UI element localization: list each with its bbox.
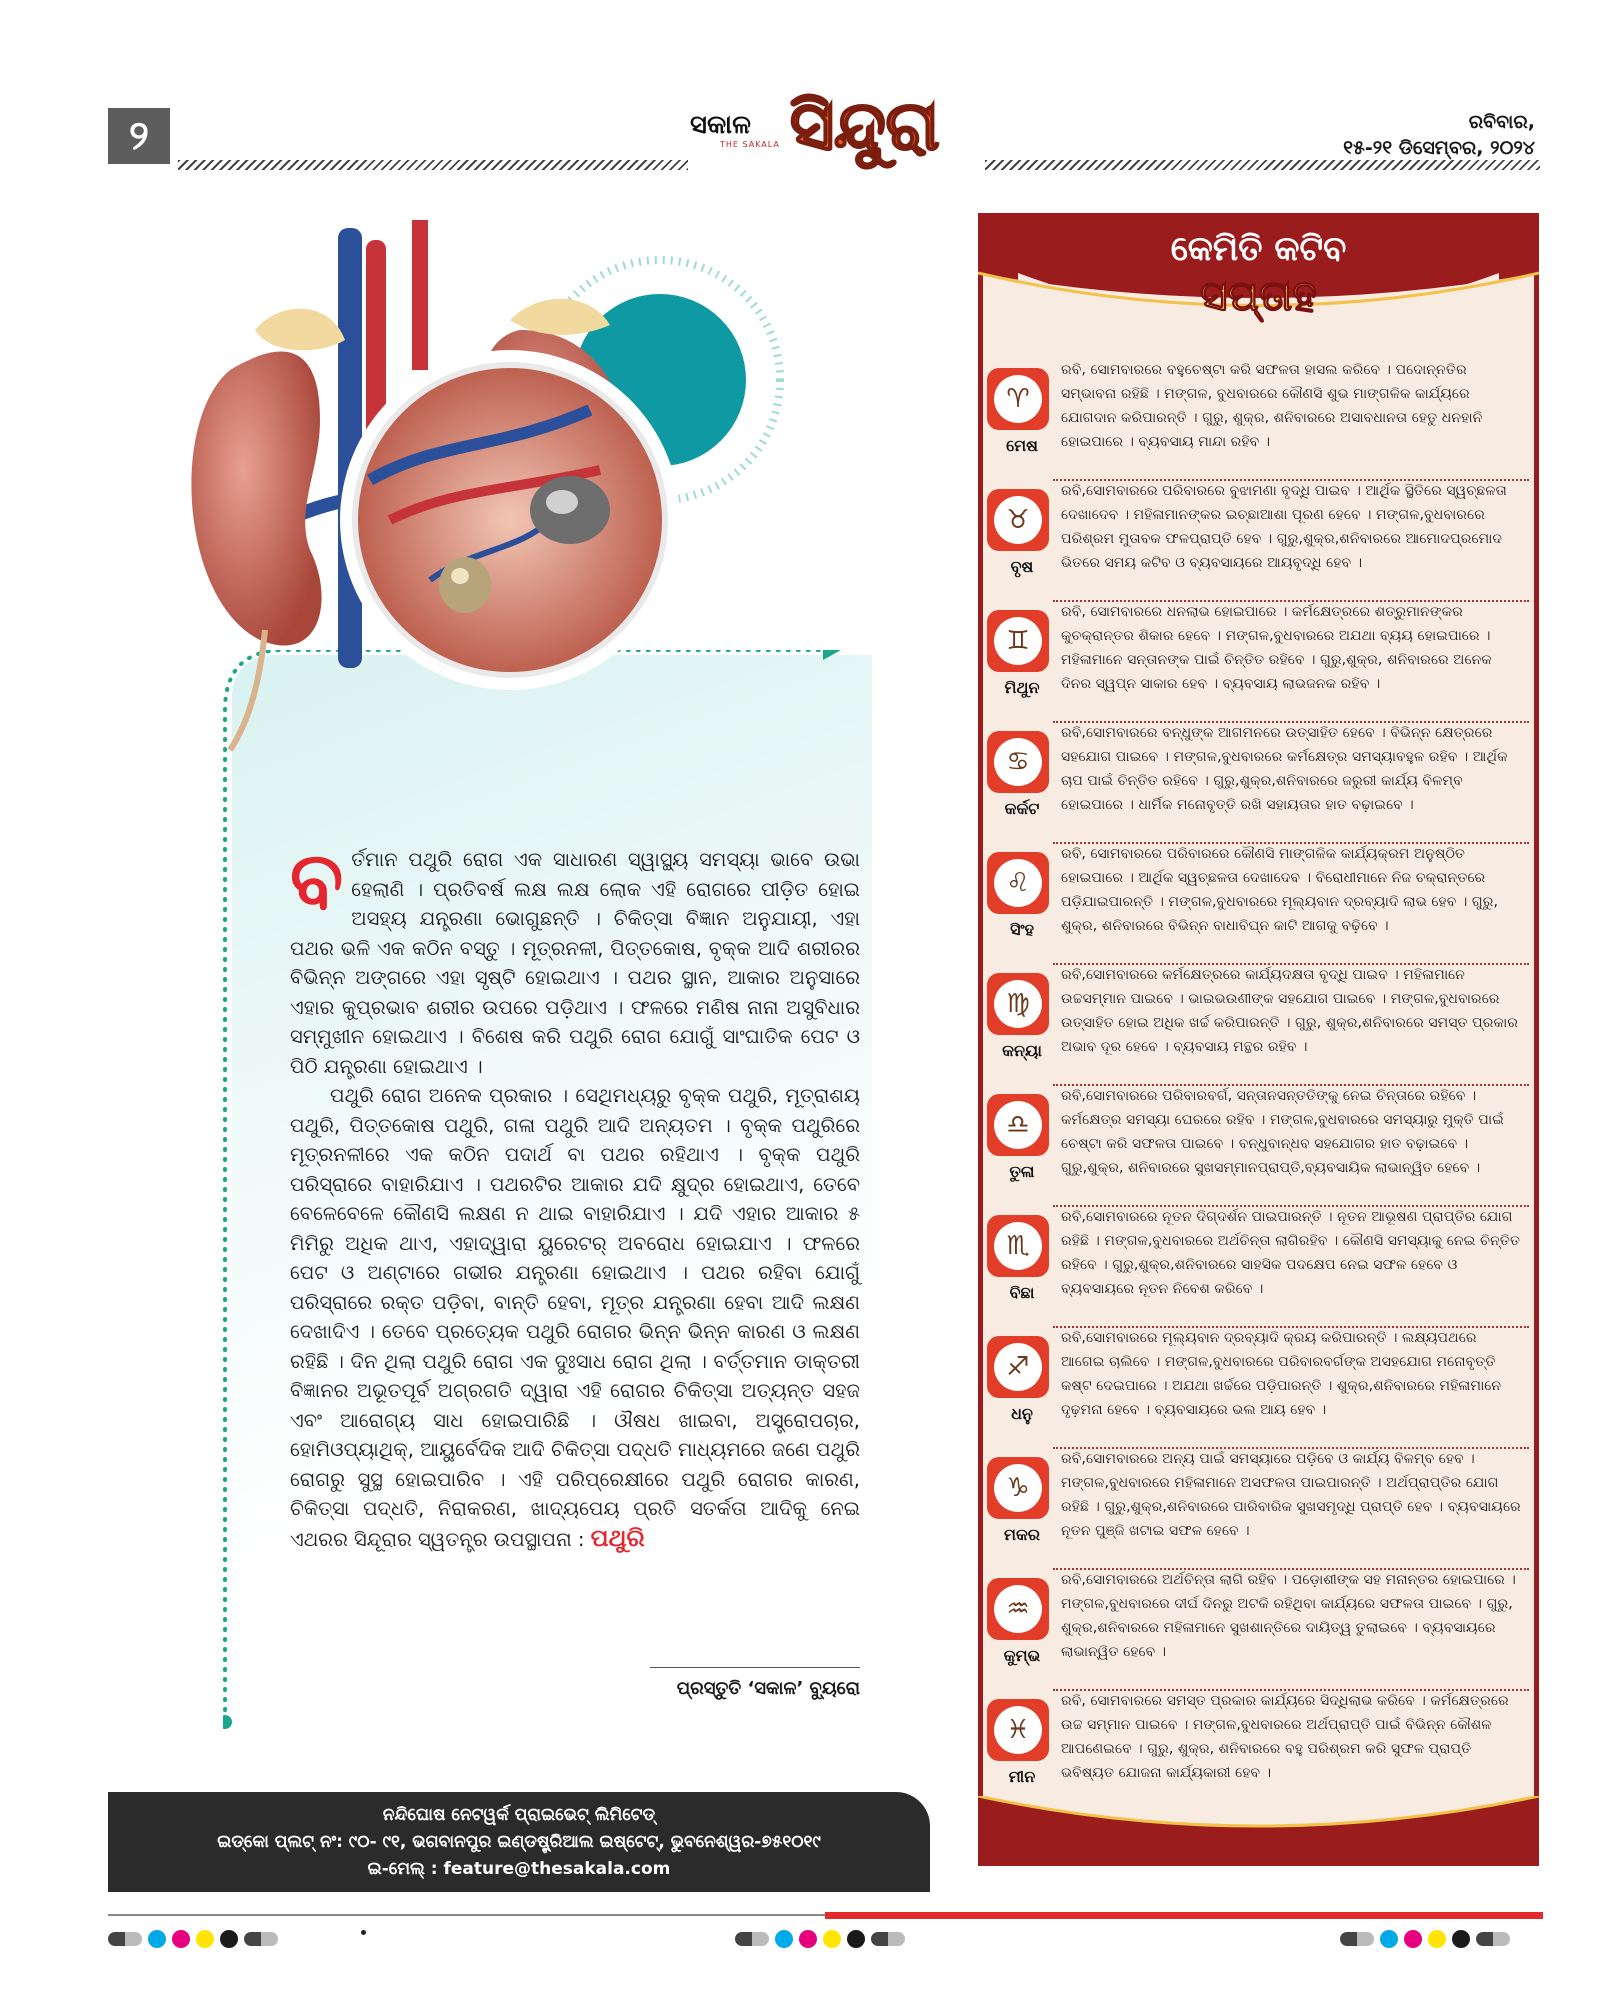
registration-bar [1476,1932,1510,1946]
black-dot [847,1930,865,1948]
horoscope-prediction: ରବି,ସୋମବାରରେ ନୂତନ ଦିଗ୍‌ଦର୍ଶନ ପାଇପାରନ୍ତି । ନୂତନ ଆଭୂଷଣ ପ୍ରାପ୍ତିର ଯୋଗ ରହିଛି । ମଙ୍ଗଳ,ବୁଧବାରରେ ଅର୍ଥଚିନ୍ତା ଲାଗିରହିବ । କୌଣସି ସମସ୍ୟାକୁ ନେଇ ଚିନ୍ତିତ ରହିବେ । ଗୁରୁ,ଶୁକ୍ର,ଶନିବାରରେ ସାହସିକ ପଦକ୍ଷେପ ନେଇ ସଫଳ ହେବେ ଓ ବ୍ୟବସାୟରେ ନୂତନ ନିବେଶ କରିବେ । [1061,1209,1521,1297]
zodiac-glyph: ♋ [994,738,1042,786]
goat-icon [987,1457,1049,1519]
horoscope-title-line2: ସପ୍ତାହ [1200,271,1317,320]
zodiac-sign-name: ମକର [1004,1525,1040,1544]
horoscope-row [983,1205,1534,1325]
archer-icon [987,1336,1049,1398]
horoscope-row [983,721,1534,841]
horoscope-prediction: ରବି, ସୋମବାରରେ ଧନଲାଭ ହୋଇପାରେ । କର୍ମକ୍ଷେତ୍ରରେ ଶତ୍ରୁମାନଙ୍କର କୁଚକ୍ରାନ୍ତର ଶିକାର ହେବେ । ମଙ୍ଗଳ,ବୁଧବାରରେ ଅଯଥା ବ୍ୟୟ ହୋଇପାରେ । ମହିଳାମାନେ ସନ୍ତାନଙ୍କ ପାଇଁ ଚିନ୍ତିତ ରହିବେ । ଗୁରୁ,ଶୁକ୍ର, ଶନିବାରରେ ଅନେକ ଦିନର ସ୍ୱପ୍ନ ସାକାର ହେବ । ବ୍ୟବସାୟ ଲାଭଜନକ ରହିବ । [1061,604,1492,692]
zodiac-sign-name: କୁମ୍ଭ [1003,1646,1041,1665]
zodiac-glyph: ♓ [994,1706,1042,1754]
lion-icon [987,852,1049,914]
zodiac-sign-name: ବୃଷ [1010,557,1034,576]
zodiac-sign-name: ମୀନ [1008,1767,1036,1786]
cyan-dot [148,1930,166,1948]
masthead-sub-logo: THE SAKALA [720,140,780,149]
yellow-dot [196,1930,214,1948]
horoscope-row [983,358,1534,478]
maiden-icon [987,973,1049,1035]
zodiac-sign-name: ତୁଳା [1009,1162,1035,1181]
registration-bar [1340,1932,1374,1946]
crab-icon [987,731,1049,793]
horoscope-prediction: ରବି, ସୋମବାରରେ ବହୁଚେଷ୍ଟା କରି ସଫଳତା ହାସଲ କରିବେ । ପଦୋନ୍ନତିର ସମ୍ଭାବନା ରହିଛି । ମଙ୍ଗଳ, ବୁଧବାରରେ କୌଣସି ଶୁଭ ମାଙ୍ଗଳିକ କାର୍ଯ୍ୟରେ ଯୋଗଦାନ କରିପାରନ୍ତି । ଗୁରୁ, ଶୁକ୍ର, ଶନିବାରରେ ଅସାବଧାନତା ହେତୁ ଧନହାନି ହୋଇପାରେ । ବ୍ୟବସାୟ ମାନ୍ଦା ରହିବ । [1061,362,1483,450]
black-dot [1452,1930,1470,1948]
horoscope-row [983,1326,1534,1446]
footer-rule-grey [108,1914,825,1916]
registration-dot [361,1930,366,1935]
magenta-dot [172,1930,190,1948]
horoscope-prediction: ରବି,ସୋମବାରରେ ପରିବାରରେ ବୁଝାମଣା ବୃଦ୍ଧି ପାଇବ । ଆର୍ଥିକ ସ୍ଥିତିରେ ସ୍ୱଚ୍ଛଳତା ଦେଖାଦେବ । ମହିଳାମାନଙ୍କର ଇଚ୍ଛାଆଶା ପୂରଣ ହେବେ । ମଙ୍ଗଳ,ବୁଧବାରରେ ପରିଶ୍ରମ ମୁତାବକ ଫଳପ୍ରାପ୍ତି ହେବ । ଗୁରୁ,ଶୁକ୍ର,ଶନିବାରରେ ଆମୋଦପ୍ରମୋଦ ଭିତରେ ସମୟ କଟିବ ଓ ବ୍ୟବସାୟରେ ଆୟବୃଦ୍ଧି ହେବ । [1061,483,1507,571]
article-paragraph-1: ର୍ତମାନ ପଥୁରି ରୋଗ ଏକ ସାଧାରଣ ସ୍ୱାସ୍ଥ୍ୟ ସମସ୍ୟା ଭାବେ ଉଭା ହେଲାଣି । ପ୍ରତିବର୍ଷ ଲକ୍ଷ ଲକ୍ଷ ଲୋକ ଏହି ରୋଗରେ ପୀଡ଼ିତ ହୋଇ ଅସହ୍ୟ ଯନ୍ତ୍ରଣା ଭୋଗୁଛନ୍ତି । ଚିକିତ୍ସା ବିଜ୍ଞାନ ଅନୁଯାୟୀ, ଏହା ପଥର ଭଳି ଏକ କଠିନ ବସ୍ତୁ । ମୂତ୍ରନଳୀ, ପିତ୍ତକୋଷ, ବୃକ୍କ ଆଦି ଶରୀରର ବିଭିନ୍ନ ଅଙ୍ଗରେ ଏହା ସୃଷ୍ଟି ହୋଇଥାଏ । ପଥର ସ୍ଥାନ, ଆକାର ଅନୁସାରେ ଏହାର କୁପ୍ରଭାବ ଶରୀର ଉପରେ ପଡ଼ିଥାଏ । ଫଳରେ ମଣିଷ ନାନା ଅସୁବିଧାର ସମ୍ମୁଖୀନ ହୋଇଥାଏ । ବିଶେଷ କରି ପଥୁରି ରୋଗ ଯୋଗୁଁ ସାଂଘାତିକ ପେଟ ଓ ପିଠି ଯନ୍ତ୍ରଣା ହୋଇଥାଏ । [290,848,860,1078]
horoscope-prediction: ରବି,ସୋମବାରରେ ଅନ୍ୟ ପାଇଁ ସମସ୍ୟାରେ ପଡ଼ିବେ ଓ କାର୍ଯ୍ୟ ବିଳମ୍ବ ହେବ । ମଙ୍ଗଳ,ବୁଧବାରରେ ମହିଳାମାନେ ଅସଫଳତା ପାଇପାରନ୍ତି । ଅର୍ଥପ୍ରାପ୍ତିର ଯୋଗ ରହିଛି । ଗୁରୁ,ଶୁକ୍ର,ଶନିବାରରେ ପାରିବାରିକ ସୁଖସମୃଦ୍ଧି ପ୍ରାପ୍ତି ହେବ । ବ୍ୟବସାୟରେ ନୂତନ ପୁଞ୍ଜି ଖଟାଇ ସଫଳ ହେବେ । [1061,1451,1521,1539]
horoscope-row [983,1447,1534,1567]
ram-icon [987,368,1049,430]
registration-bar [871,1932,905,1946]
horoscope-row [983,1568,1534,1688]
horoscope-title-line1: କେମିତି କଟିବ [1170,229,1347,269]
registration-bar [108,1932,142,1946]
horoscope-row [983,1689,1534,1809]
masthead-sindura-logo: ସିନ୍ଦୁରା [790,86,940,166]
scorpion-icon [987,1215,1049,1277]
horoscope-prediction: ରବି,ସୋମବାରରେ କର୍ମକ୍ଷେତ୍ରରେ କାର୍ଯ୍ୟଦକ୍ଷତା ବୃଦ୍ଧି ପାଇବ । ମହିଳାମାନେ ଉଚ୍ଚସମ୍ମାନ ପାଇବେ । ଭାଇଭଉଣୀଙ୍କ ସହଯୋଗ ପାଇବେ । ମଙ୍ଗଳ,ବୁଧବାରରେ ଉତ୍ସାହିତ ହୋଇ ଅଧିକ ଖର୍ଚ୍ଚ କରିପାରନ୍ତି । ଗୁରୁ, ଶୁକ୍ର,ଶନିବାରରେ ସମସ୍ତ ପ୍ରକାର ଅଭାବ ଦୂର ହେବେ । ବ୍ୟବସାୟ ମନ୍ଥର ରହିବ । [1061,967,1518,1055]
imprint-address: ଇଡ୍‌କୋ ପ୍ଲଟ୍ ନଂ: ୯୦- ୯୧, ଭଗବାନପୁର ଇଣ୍ଡଷ୍ଟ୍ରିଆଲ ଇଷ୍ଟେଟ୍, ଭୁବନେଶ୍ୱର-୭୫୧୦୧୯ [217,1832,821,1852]
topic-highlight: ପଥୁରି [590,1523,645,1552]
issue-day: ରବିବାର, [1468,111,1535,133]
zodiac-sign-name: ସିଂହ [1010,920,1034,939]
zodiac-glyph: ♒ [994,1585,1042,1633]
zodiac-sign-name: କର୍କଟ [1004,799,1040,818]
registration-bar [244,1932,278,1946]
horoscope-row [983,842,1534,962]
horoscope-prediction: ରବି,ସୋମବାରରେ ବନ୍ଧୁଙ୍କ ଆଗମନରେ ଉତ୍ସାହିତ ହେବେ । ବିଭିନ୍ନ କ୍ଷେତ୍ରରେ ସହଯୋଗ ପାଇବେ । ମଙ୍ଗଳ,ବୁଧବାରରେ କର୍ମକ୍ଷେତ୍ର ସମସ୍ୟାବହୁଳ ରହିବ । ଆର୍ଥିକ ଚାପ ପାଇଁ ଚିନ୍ତିତ ରହିବେ । ଗୁରୁ,ଶୁକ୍ର,ଶନିବାରରେ ଜରୁରୀ କାର୍ଯ୍ୟ ବିଳମ୍ବ ହୋଇପାରେ । ଧାର୍ମିକ ମନୋବୃତ୍ତି ରଖି ସହାୟତାର ହାତ ବଢ଼ାଇବେ । [1061,725,1508,813]
twins-icon [987,610,1049,672]
zodiac-sign-name: ବିଛା [1009,1283,1035,1302]
zodiac-glyph: ♎ [994,1101,1042,1149]
horoscope-prediction: ରବି,ସୋମବାରରେ ଅର୍ଥଚିନ୍ତା ଲାଗି ରହିବ । ପଡ଼ୋଶୀଙ୍କ ସହ ମନାନ୍ତର ହୋଇପାରେ । ମଙ୍ଗଳ,ବୁଧବାରରେ ଦୀର୍ଘ ଦିନରୁ ଅଟକି ରହିଥିବା କାର୍ଯ୍ୟରେ ସଫଳତା ପାଇବେ । ଗୁରୁ, ଶୁକ୍ର,ଶନିବାରରେ ମହିଳାମାନେ ସୁଖଶାନ୍ତିରେ ଦାୟିତ୍ୱ ତୁଲାଇବେ । ବ୍ୟବସାୟରେ ଲାଭାନ୍ୱିତ ହେବେ । [1061,1572,1516,1660]
zodiac-glyph: ♈ [994,375,1042,423]
cyan-dot [1380,1930,1398,1948]
zodiac-glyph: ♊ [994,617,1042,665]
horoscope-row [983,479,1534,599]
article-paragraph-2-text: ପଥୁରି ରୋଗ ଅନେକ ପ୍ରକାର । ସେଥିମଧ୍ୟରୁ ବୃକ୍କ ପଥୁରି, ମୂତ୍ରାଶୟ ପଥୁରି, ପିତ୍ତକୋଷ ପଥୁରି, ଗଳା ପଥୁରି ଆଦି ଅନ୍ୟତମ । ବୃକ୍କ ପଥୁରିରେ ମୂତ୍ରନଳୀରେ ଏକ କଠିନ ପଦାର୍ଥ ବା ପଥର ରହିଥାଏ । ବୃକ୍କ ପଥୁରି ପରିସ୍ରାରେ ବାହାରିଯାଏ । ପଥରଟିର ଆକାର ଯଦି କ୍ଷୁଦ୍ର ହୋଇଥାଏ, ତେବେ ବେଳେବେଳେ କୌଣସି ଲକ୍ଷଣ ନ ଥାଇ ବାହାରିଯାଏ । ଯଦି ଏହାର ଆକାର ୫ ମିମିରୁ ଅଧିକ ଥାଏ, ଏହାଦ୍ୱାରା ୟୁରେଟର୍ ଅବରୋଧ ହୋଇଯାଏ । ଫଳରେ ପେଟ ଓ ଅଣ୍ଟାରେ ଗଭୀର ଯନ୍ତ୍ରଣା ହୋଇଥାଏ । ପଥର ରହିବା ଯୋଗୁଁ ପରିସ୍ରାରେ ରକ୍ତ ପଡ଼ିବା, ବାନ୍ତି ହେବା, ମୂତ୍ର ଯନ୍ତ୍ରଣା ହେବା ଆଦି ଲକ୍ଷଣ ଦେଖାଦିଏ । ତେବେ ପ୍ରତ୍ୟେକ ପଥୁରି ରୋଗର ଭିନ୍ନ ଭିନ୍ନ କାରଣ ଓ ଲକ୍ଷଣ ରହିଛି । ଦିନ ଥିଲା ପଥୁରି ରୋଗ ଏକ ଦୁଃସାଧ ରୋଗ ଥିଲା । ବର୍ତ୍ତମାନ ଡାକ୍ତରୀ ବିଜ୍ଞାନର ଅଭୂତପୂର୍ବ ଅଗ୍ରଗତି ଦ୍ୱାରା ଏହି ରୋଗର ଚିକିତ୍ସା ଅତ୍ୟନ୍ତ ସହଜ ଏବଂ ଆରୋଗ୍ୟ ସାଧ ହୋଇପାରିଛି । ଔଷଧ ଖାଇବା, ଅସ୍ତ୍ରୋପଚାର, ହୋମିଓପ୍ୟାଥିକ୍, ଆୟୁର୍ବେଦିକ ଆଦି ଚିକିତ୍ସା ପଦ୍ଧତି ମାଧ୍ୟମରେ ଜଣେ ପଥୁରି ରୋଗରୁ ସୁସ୍ଥ ହୋଇପାରିବ । ଏହି ପରିପ୍ରେକ୍ଷୀରେ ପଥୁରି ରୋଗର କାରଣ, ଚିକିତ୍ସା ପଦ୍ଧତି, ନିରାକରଣ, ଖାଦ୍ୟପେୟ ପ୍ରତି ସତର୍କତା ଆଦିକୁ ନେଇ ଏଥରର ସିନ୍ଦୂରାର ସ୍ୱତନ୍ତ୍ର ଉପସ୍ଥାପନା : [290,1084,860,1551]
yellow-dot [823,1930,841,1948]
horoscope-footer-arch [978,1796,1539,1866]
zodiac-glyph: ♍ [994,980,1042,1028]
zodiac-sign-name: ଧନୁ [1011,1404,1033,1423]
footer-rule-red [825,1912,1543,1919]
black-dot [220,1930,238,1948]
magenta-dot [799,1930,817,1948]
imprint-box [108,1792,930,1892]
registration-bar [735,1932,769,1946]
zodiac-glyph: ♏ [994,1222,1042,1270]
horoscope-prediction: ରବି, ସୋମବାରରେ ପରିବାରରେ କୌଣସି ମାଙ୍ଗଳିକ କାର୍ଯ୍ୟକ୍ରମ ଅନୁଷ୍ଠିତ ହୋଇପାରେ । ଆର୍ଥିକ ସ୍ୱଚ୍ଛଳତା ଦେଖାଦେବ । ବିରୋଧୀମାନେ ନିଜ ଚକ୍ରାନ୍ତରେ ପଡ଼ିଯାଇପାରନ୍ତି । ମଙ୍ଗଳ,ବୁଧବାରରେ ମୂଲ୍ୟବାନ ଦ୍ରବ୍ୟାଦି ଲାଭ ହେବ । ଗୁରୁ, ଶୁକ୍ର, ଶନିବାରରେ ବିଭିନ୍ନ ବାଧାବିଘ୍ନ କାଟି ଆଗକୁ ବଢ଼ିବେ । [1061,846,1499,934]
bull-icon [987,489,1049,551]
byline-rule [650,1667,860,1668]
horoscope-row [983,600,1534,720]
article-body [290,835,860,1554]
masthead-sakala-logo: ସକାଳ [690,110,751,140]
issue-date: ୧୫-୨୧ ଡିସେମ୍ବର, ୨୦୨୪ [1343,136,1535,159]
registration-marks-center [735,1930,905,1948]
horoscope-prediction: ରବି,ସୋମବାରରେ ମୂଲ୍ୟବାନ ଦ୍ରବ୍ୟାଦି କ୍ରୟ କରିପାରନ୍ତି । ଲକ୍ଷ୍ୟପଥରେ ଆଗେଇ ଚାଲିବେ । ମଙ୍ଗଳ,ବୁଧବାରରେ ପରିବାରବର୍ଗଙ୍କ ଅସହଯୋଗ ମନୋବୃତ୍ତି କଷ୍ଟ ଦେଇପାରେ । ଅଯଥା ଖର୍ଚ୍ଚରେ ପଡ଼ିପାରନ୍ତି । ଶୁକ୍ର,ଶନିବାରରେ ମହିଳାମାନେ ଦୃଢ଼ମନା ହେବେ । ବ୍ୟବସାୟରେ ଭଲ ଆୟ ହେବ । [1061,1330,1502,1418]
registration-marks-left [108,1930,278,1948]
byline: ପ୍ରସ୍ତୁତି ‘ସକାଳ’ ବ୍ୟୁରୋ [676,1678,860,1699]
date-block [1343,110,1535,161]
yellow-dot [1428,1930,1446,1948]
registration-marks-right [1340,1930,1510,1948]
zodiac-glyph: ♐ [994,1343,1042,1391]
header-rule-left [178,160,688,170]
zodiac-glyph: ♉ [994,496,1042,544]
page-number: ୨ [108,108,170,164]
imprint-email: ଇ-ମେଲ୍ : feature@thesakala.com [367,1859,671,1879]
drop-cap: ବ [290,835,344,926]
horoscope-row [983,963,1534,1083]
imprint-company: ନନ୍ଦିଘୋଷ ନେଟୱର୍କ ପ୍ରାଇଭେଟ୍ ଲିମିଟେଡ୍ [382,1805,656,1825]
horoscope-prediction: ରବି,ସୋମବାରରେ ପରିବାରବର୍ଗ, ସନ୍ତାନସନ୍ତତିଙ୍କୁ ନେଇ ଚିନ୍ତାରେ ରହିବେ । କର୍ମକ୍ଷେତ୍ର ସମସ୍ୟା ଘେରରେ ରହିବ । ମଙ୍ଗଳ,ବୁଧବାରରେ ସମସ୍ୟାରୁ ମୁକ୍ତି ପାଇଁ ଚେଷ୍ଟା କରି ସଫଳତା ପାଇବେ । ବନ୍ଧୁବାନ୍ଧବ ସହଯୋଗର ହାତ ବଢ଼ାଇବେ । ଗୁରୁ,ଶୁକ୍ର, ଶନିବାରରେ ସୁଖସମ୍ମାନପ୍ରାପ୍ତି,ବ୍ୟବସାୟିକ ଲାଭାନ୍ୱିତ ହେବେ । [1061,1088,1504,1176]
fish-icon [987,1699,1049,1761]
zodiac-sign-name: କନ୍ୟା [1002,1041,1042,1060]
weekly-horoscope-panel [978,213,1539,1866]
water-bearer-icon [987,1578,1049,1640]
zodiac-sign-name: ମେଷ [1006,436,1038,455]
horoscope-prediction: ରବି, ସୋମବାରରେ ସମସ୍ତ ପ୍ରକାର କାର୍ଯ୍ୟରେ ସିଦ୍ଧିଲାଭ କରିବେ । କର୍ମକ୍ଷେତ୍ରରେ ଉଚ୍ଚ ସମ୍ମାନ ପାଇବେ । ମଙ୍ଗଳ,ବୁଧବାରରେ ଅର୍ଥପ୍ରାପ୍ତି ପାଇଁ ବିଭିନ୍ନ କୌଶଳ ଆପଣେଇବେ । ଗୁରୁ, ଶୁକ୍ର, ଶନିବାରରେ ବହୁ ପରିଶ୍ରମ କରି ସୁଫଳ ପ୍ରାପ୍ତି ଭବିଷ୍ୟତ ଯୋଜନା କାର୍ଯ୍ୟକାରୀ ହେବ । [1061,1693,1509,1781]
zodiac-glyph: ♌ [994,859,1042,907]
horoscope-row [983,1084,1534,1204]
article-paragraph-2 [290,1081,860,1554]
scales-icon [987,1094,1049,1156]
header-rule-right [985,160,1540,170]
masthead [690,86,980,187]
cyan-dot [775,1930,793,1948]
kidney-stone-illustration [170,220,790,760]
magenta-dot [1404,1930,1422,1948]
zodiac-glyph: ♑ [994,1464,1042,1512]
zodiac-sign-name: ମିଥୁନ [1004,678,1040,697]
